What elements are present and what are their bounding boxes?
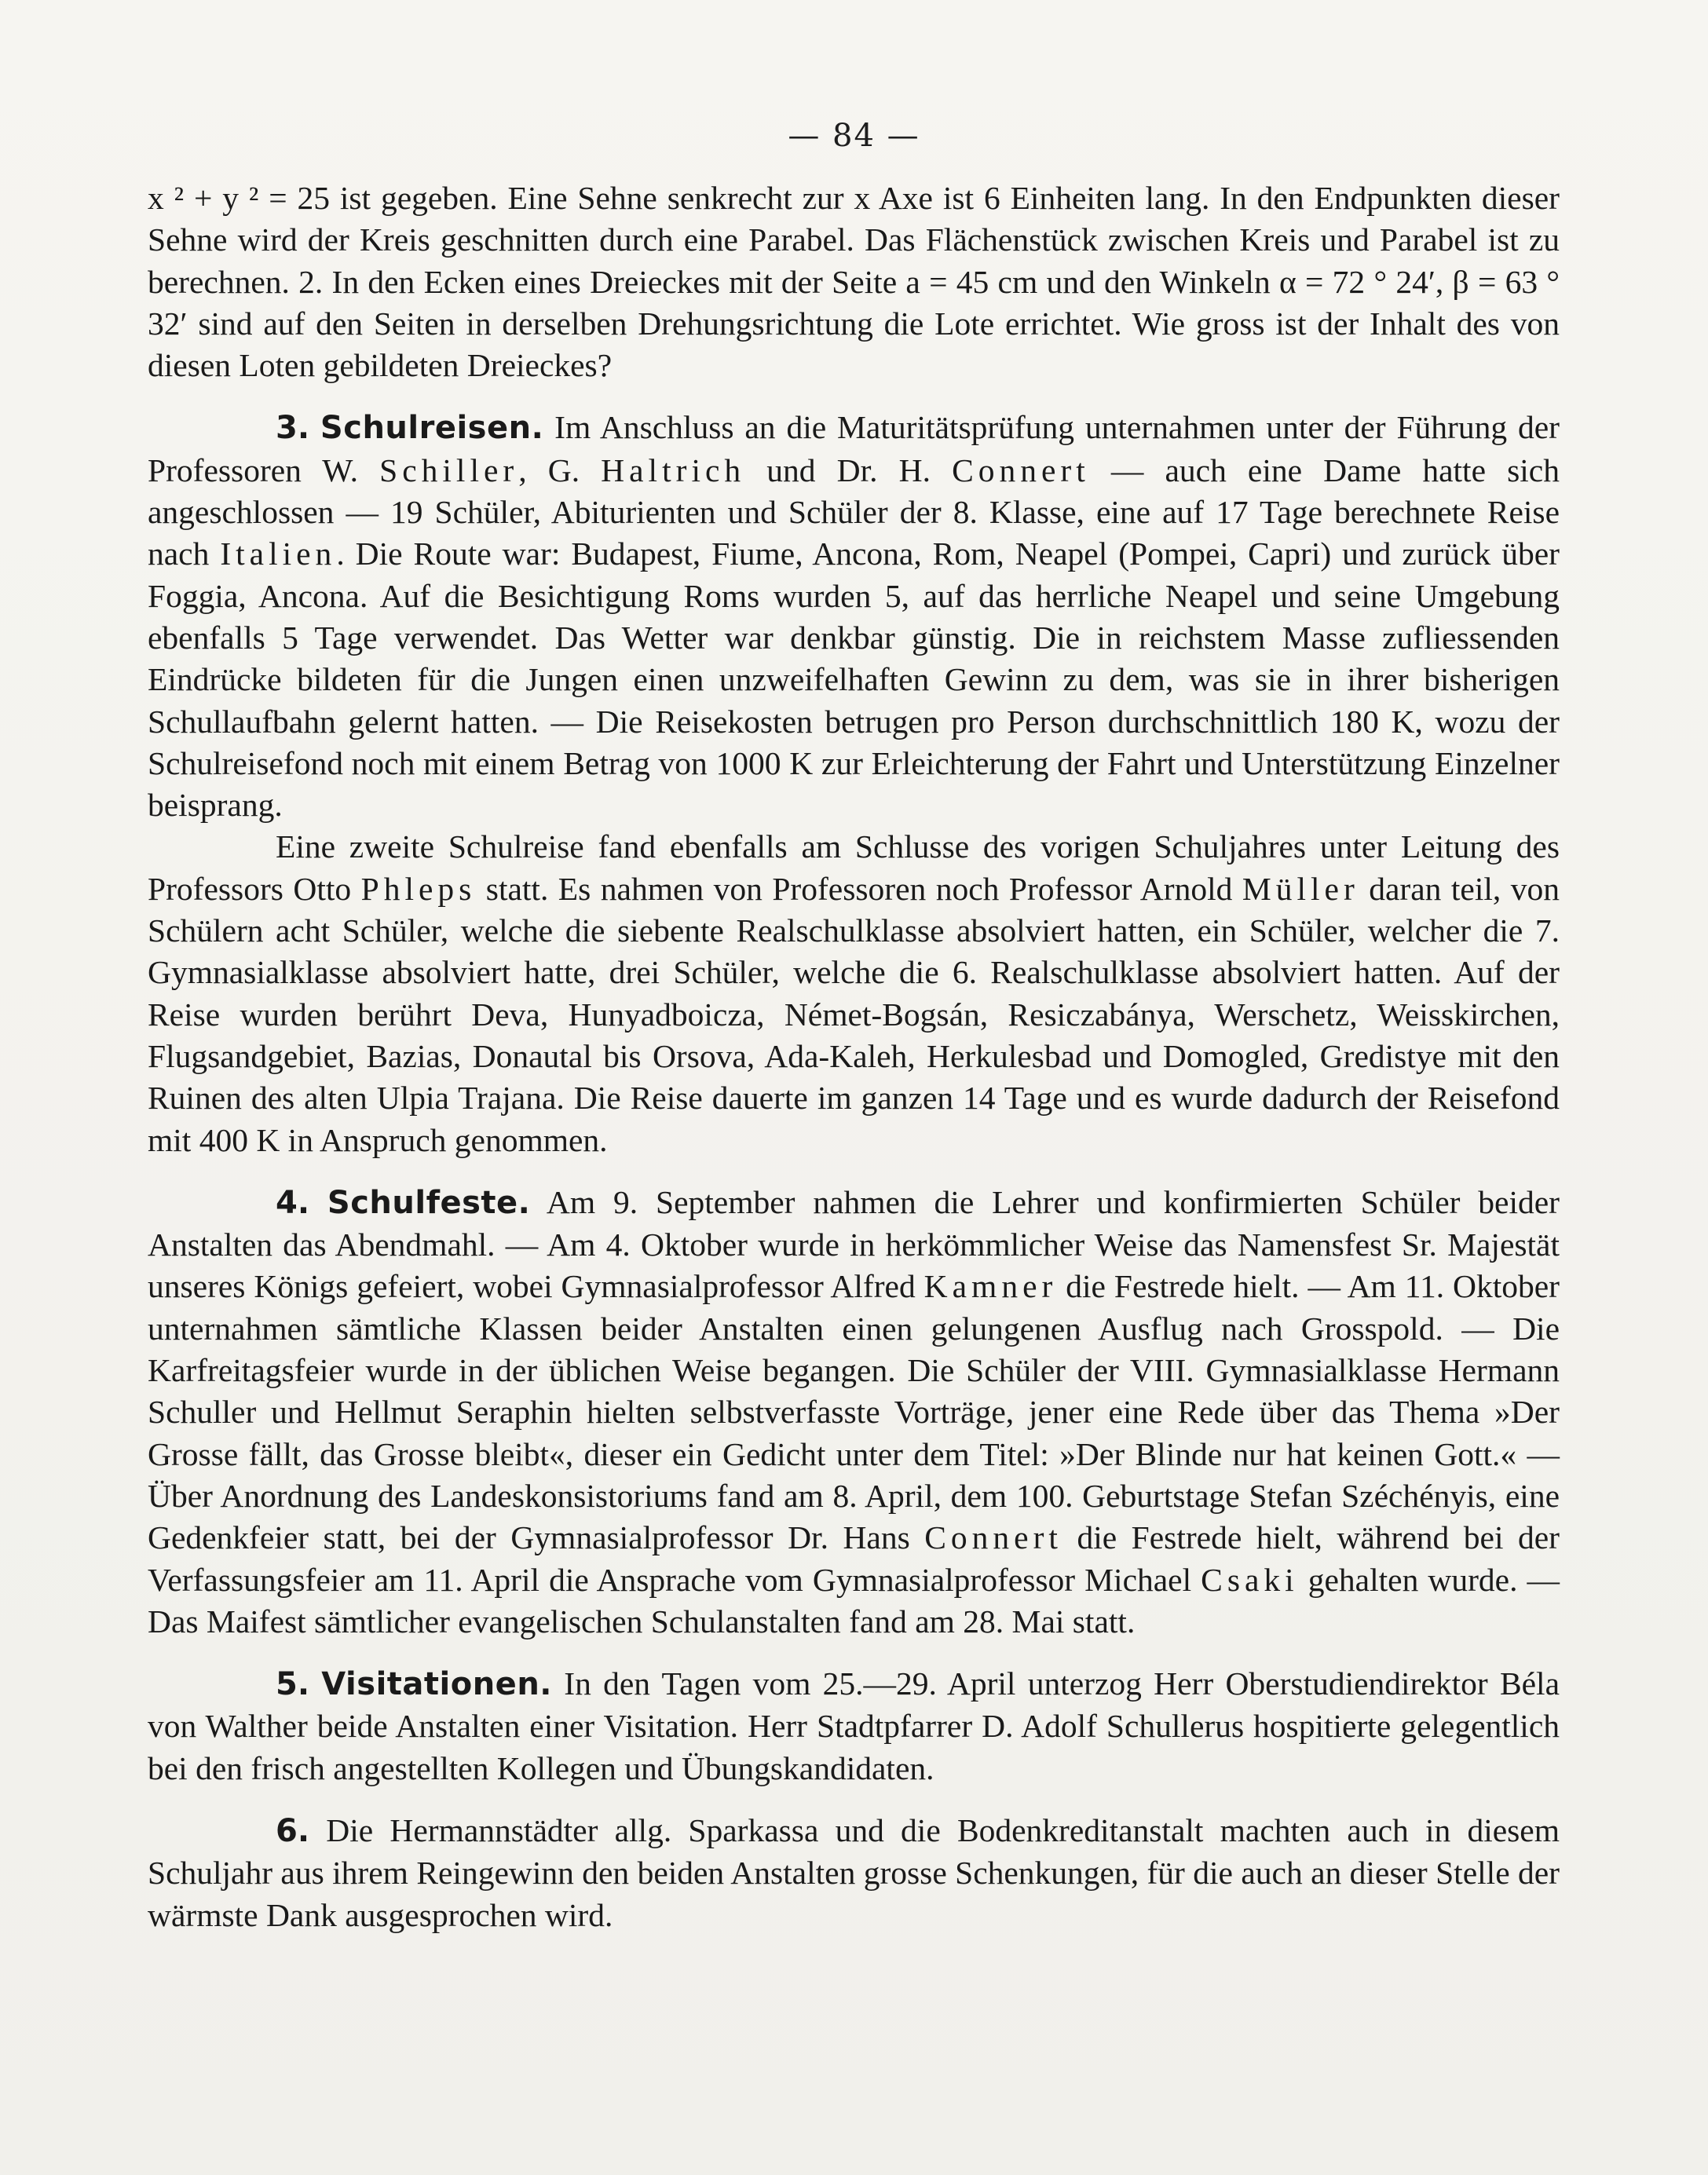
text-run: — auch eine Dame hatte sich angeschlossen — 19 Schüler, Abiturienten und Schüler der 8. Klasse, eine auf 17 Tage berechnete Reise nach xyxy=(148,451,1560,572)
text-run: und Dr. H. xyxy=(745,451,953,488)
spaced-name: Csaki xyxy=(1201,1561,1299,1598)
paragraph-schulreisen xyxy=(148,407,1560,826)
text-run: Eine zweite Schulreise fand ebenfalls am Schlusse des vorigen Schuljahres unter Leitung des Professors Otto xyxy=(148,828,1560,907)
text-run: Die Hermannstädter allg. Sparkassa und die Bodenkreditanstalt machten auch in diesem Schuljahr aus ihrem Reingewinn den beiden Anstalten grosse Schenkungen, für die auch an dieser Stelle der wärmste Dank ausgesprochen wird. xyxy=(148,1811,1560,1933)
body-text xyxy=(148,177,1560,1936)
spaced-name: Haltrich xyxy=(601,451,746,488)
text-run: . Die Route war: Budapest, Fiume, Ancona, Rom, Neapel (Pompei, Capri) und zurück über Foggia, Ancona. Auf die Besichtigung Roms wurden 5, auf das herrliche Neapel und seine Umgebung ebenfalls 5 Tage verwendet. Das Wetter war denkbar günstig. Die in reichstem Masse zufliessenden Eindrücke bildeten für die Jungen einen unzweifelhaften Gewinn zu dem, was sie in ihrer bisherigen Schullaufbahn gelernt hatten. — Die Reisekosten betrugen pro Person durchschnittlich 180 K, wozu der Schulreisefond noch mit einem Betrag von 1000 K zur Erleichterung der Fahrt und Unterstützung Einzelner beisprang. xyxy=(148,536,1560,824)
paragraph-math-problem xyxy=(148,177,1560,386)
text-run: die Festrede hielt, während bei der Verfassungsfeier am 11. April die Ansprache vom Gymnasialprofessor Michael xyxy=(148,1519,1560,1598)
paragraph-donations xyxy=(148,1810,1560,1936)
spaced-name: Phleps xyxy=(360,870,477,907)
paragraph-schulfeste xyxy=(148,1182,1560,1643)
spaced-name: Müller xyxy=(1242,870,1359,907)
section-number: 5. xyxy=(276,1666,310,1703)
text-run: die Festrede hielt. — Am 11. Oktober unternahmen sämtliche Klassen beider Anstalten einen gelungenen Ausflug nach Grosspold. — Die Karfreitagsfeier wurde in der üblichen Weise begangen. Die Schüler der VIII. Gymnasialklasse Hermann Schuller und Hellmut Seraphin hielten selbstverfasste Vorträge, jener eine Rede über das Thema »Der Grosse fällt, das Grosse bleibt«, dieser ein Gedicht unter dem Titel: »Der Blinde nur hat keinen Gott.« — Über Anordnung des Landeskonsistoriums fand am 8. April, dem 100. Geburtstage Stefan Széchényis, eine Gedenkfeier statt, bei der Gymnasialprofessor Dr. Hans xyxy=(148,1268,1560,1556)
spaced-name: Italien xyxy=(220,536,337,572)
text-run: daran teil, von Schülern acht Schüler, welche die siebente Realschulklasse absolviert hatten, ein Schüler, welcher die 7. Gymnasialklasse absolviert hatte, drei Schüler, welche die 6. Realschulklasse absolviert hatten. Auf der Reise wurden berührt Deva, Hunyadboicza, Német-Bogsán, Resiczabánya, Werschetz, Weisskirchen, Flugsandgebiet, Bazias, Donautal bis Orsova, Ada-Kaleh, Herkulesbad und Domogled, Gredistye mit den Ruinen des alten Ulpia Trajana. Die Reise dauerte im ganzen 14 Tage und es wurde dadurch der Reisefond mit 400 K in Anspruch genommen. xyxy=(148,870,1560,1158)
text-run: statt. Es nahmen von Professoren noch Professor Arnold xyxy=(476,870,1242,907)
page-number: — 84 — xyxy=(788,118,920,154)
section-number: 4. xyxy=(276,1184,310,1221)
section-heading: Schulfeste. xyxy=(327,1184,531,1221)
section-heading: Visitationen. xyxy=(321,1666,552,1703)
spaced-name: Connert xyxy=(924,1519,1062,1556)
spaced-name: Connert xyxy=(952,451,1090,488)
paragraph-second-trip xyxy=(148,826,1560,1161)
spaced-name: Kamner xyxy=(923,1268,1058,1305)
text-run: Im Anschluss an die Maturitätsprüfung unternahmen unter der Führung der Professoren W. xyxy=(148,409,1560,488)
spaced-name: Schiller xyxy=(379,451,519,488)
text-run: In den Tagen vom 25.—29. April unterzog Herr Oberstudiendirektor Béla von Walther beide Anstalten einer Visitation. Herr Stadtpfarrer D. Adolf Schullerus hospitierte gelegentlich bei den frisch angestellten Kollegen und Übungskandidaten. xyxy=(148,1665,1560,1786)
text-run: Am 9. September nahmen die Lehrer und konfirmierten Schüler beider Anstalten das Abendmahl. — Am 4. Oktober wurde in herkömmlicher Weise das Namensfest Sr. Majestät unseres Königs gefeiert, wobei Gymnasialprofessor Alfred xyxy=(148,1183,1560,1305)
text-run: gehalten wurde. — Das Maifest sämtlicher evangelischen Schulanstalten fand am 28. Mai statt. xyxy=(148,1561,1560,1639)
text-run: , G. xyxy=(518,451,602,488)
paragraph-visitationen xyxy=(148,1663,1560,1789)
section-number: 6. xyxy=(276,1812,310,1849)
text-run: x ² + y ² = 25 ist gegeben. Eine Sehne senkrecht zur x Axe ist 6 Einheiten lang. In den Endpunkten dieser Sehne wird der Kreis geschnitten durch eine Parabel. Das Flächenstück zwischen Kreis und Parabel ist zu berechnen. 2. In den Ecken eines Dreieckes mit der Seite a = 45 cm und den Winkeln α = 72 ° 24′, β = 63 ° 32′ sind auf den Seiten in derselben Drehungsrichtung die Lote errichtet. Wie gross ist der Inhalt des von diesen Loten gebildeten Dreieckes? xyxy=(148,180,1560,384)
section-number: 3. xyxy=(276,410,310,447)
section-heading: Schulreisen. xyxy=(320,410,544,447)
